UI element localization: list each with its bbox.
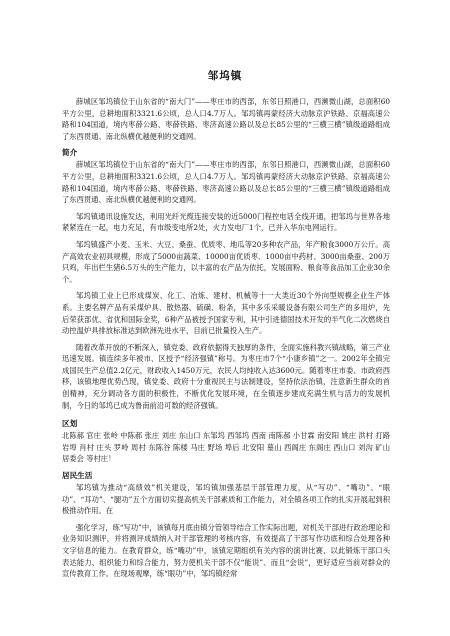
document-body [62, 96, 390, 585]
page-title: 邹坞镇 [207, 70, 243, 82]
section-heading-life: 居民生活 [62, 471, 93, 481]
village-list: 北陈郝 官庄 张岭 中陈郝 张庄 刘庄 东山口 东邹坞 西邹坞 西南 南陈郝 小甘霖 南安阳 姚庄 洪村 打路 岩埠 肖村 庄头 罗岭 周村 东陈谷 陈楼 马庄 野场 埠后 北安阳 墓山 西阁庄 东阁庄 西山口 刘沟 矿山居委会 等村庄！ [62, 431, 390, 464]
body-paragraph: 随着改革开放的不断深入，镇党委、政府依据得天独厚的条件，全面实施科教兴镇战略，第三产业迅速发展。镇连续多年被市、区授予“经济强镇”称号。为枣庄市7个“小康乡镇”之一。2002年全镇完成国民生产总值2.2亿元，财政收入1450万元，农民人均纯收入达3600元。随着枣庄市委、市政府西移，该镇地理优势凸现，镇党委、政府十分重视民主与法制建设，坚持依法治镇，注意新生群众的首创精神，充分调动各方面的积极性，不断优化发展环境，在全镇逐步建成充满生机与活力的发展机制，今日的邹坞已成为鲁南前沿可数的经济强镇。 [62, 342, 390, 410]
body-paragraph: 薛城区邹坞镇位于山东省的“南大门”——枣庄市的西部，东邻日照港口，西濒微山湖，总面积60平方公里，总耕地面积3321.6公顷，总人口4.7万人。邹坞镇再蒙经济大动脉京沪铁路、京福高速公路和104国道，境内枣薛公路、枣薛铁路、枣济高速公路以及总长85公里的“三横三横”镇级道路组成了东西贯通、南北纵横优越便利的交通网。 [62, 160, 390, 205]
body-paragraph: 邹坞镇为推动“高绩效”机关建设，邹坞镇加强基层干部管理力度，从“写功”、“嘴功”、“眼功”、“耳功”、“腿功”五个方面切实提高机关干部素质和工作能力，对全镇各项工作的扎实开展起到积极推动作用。在 [62, 483, 390, 516]
body-paragraph: 邹坞镇工业上已形成煤炭、化工、冶炼、建材、机械等十一大类近30个外向型规模企业生产体系。主要名牌产品有采煤炉具、散热器、硫磺、粉条，其中多乐采暖设备有限公司生产的多用炉，先后荣获部优、省优和国际金奖，6种产品被授予国家专利，其中引进德国技术开发的半气化二次燃烧自动控温炉具排放标准达到欧洲先进水平，目前已批量投入生产。 [62, 291, 390, 336]
body-paragraph: 邹坞镇通讯设施发达，利用光纤光缆连接安装的近5000门程控电话全线开通，把邹坞与世界各地紧紧连在一起，电力充足，有市级变电所2处，火力发电厂1个，已并入华东电网运行。 [62, 211, 390, 233]
intro-paragraph: 薛城区邹坞镇位于山东省的“南大门”——枣庄市的西部，东邻日照港口，西濒微山湖，总面积60平方公里，总耕地面积3321.6公顷，总人口4.7万人。邹坞镇再蒙经济大动脉京沪铁路、京福高速公路和104国道，境内枣薛公路、枣薛铁路、枣济高速公路以及总长85公里的“三横三横”镇级道路组成了东西贯通、南北纵横优越便利的交通网。 [62, 97, 390, 141]
section-heading-intro: 简介 [62, 148, 78, 158]
body-paragraph: 强化学习，练“写功”中，该镇每月底由镇分管领导结合工作实际出题，对机关干部进行政治理论和业务知识测评，并将测评成绩纳入对干部管理的考核内容，有效提高了干部写作功底和综合处理各种文字信息的能力。在教育群众，练“嘴功”中，该镇定期组织有关内容的演讲比赛，以此锻炼干部口头表达能力、组织能力和综合能力，努力使机关干部不仅“能说”、而且“会说”，更好适应当前对群众的宣传教育工作。在现场观摩，练“眼功”中，邹坞镇经常 [62, 522, 390, 579]
section-heading-divisions: 区划 [62, 419, 78, 429]
body-paragraph: 邹坞镇盛产小麦、玉米、大豆、桑蚕、优质枣、地瓜等20多种农产品，年产粮食3000万公斤。高产高效农业初具规模，形成了5000亩蔬菜、10000亩优质枣、1000亩中药材、3000亩桑蚕、200万只鸡，年出栏生猪6.5万头的生产能力，以丰富的农产品为依托，发展面粉、粮食等食品加工企业30余个。 [62, 239, 390, 284]
